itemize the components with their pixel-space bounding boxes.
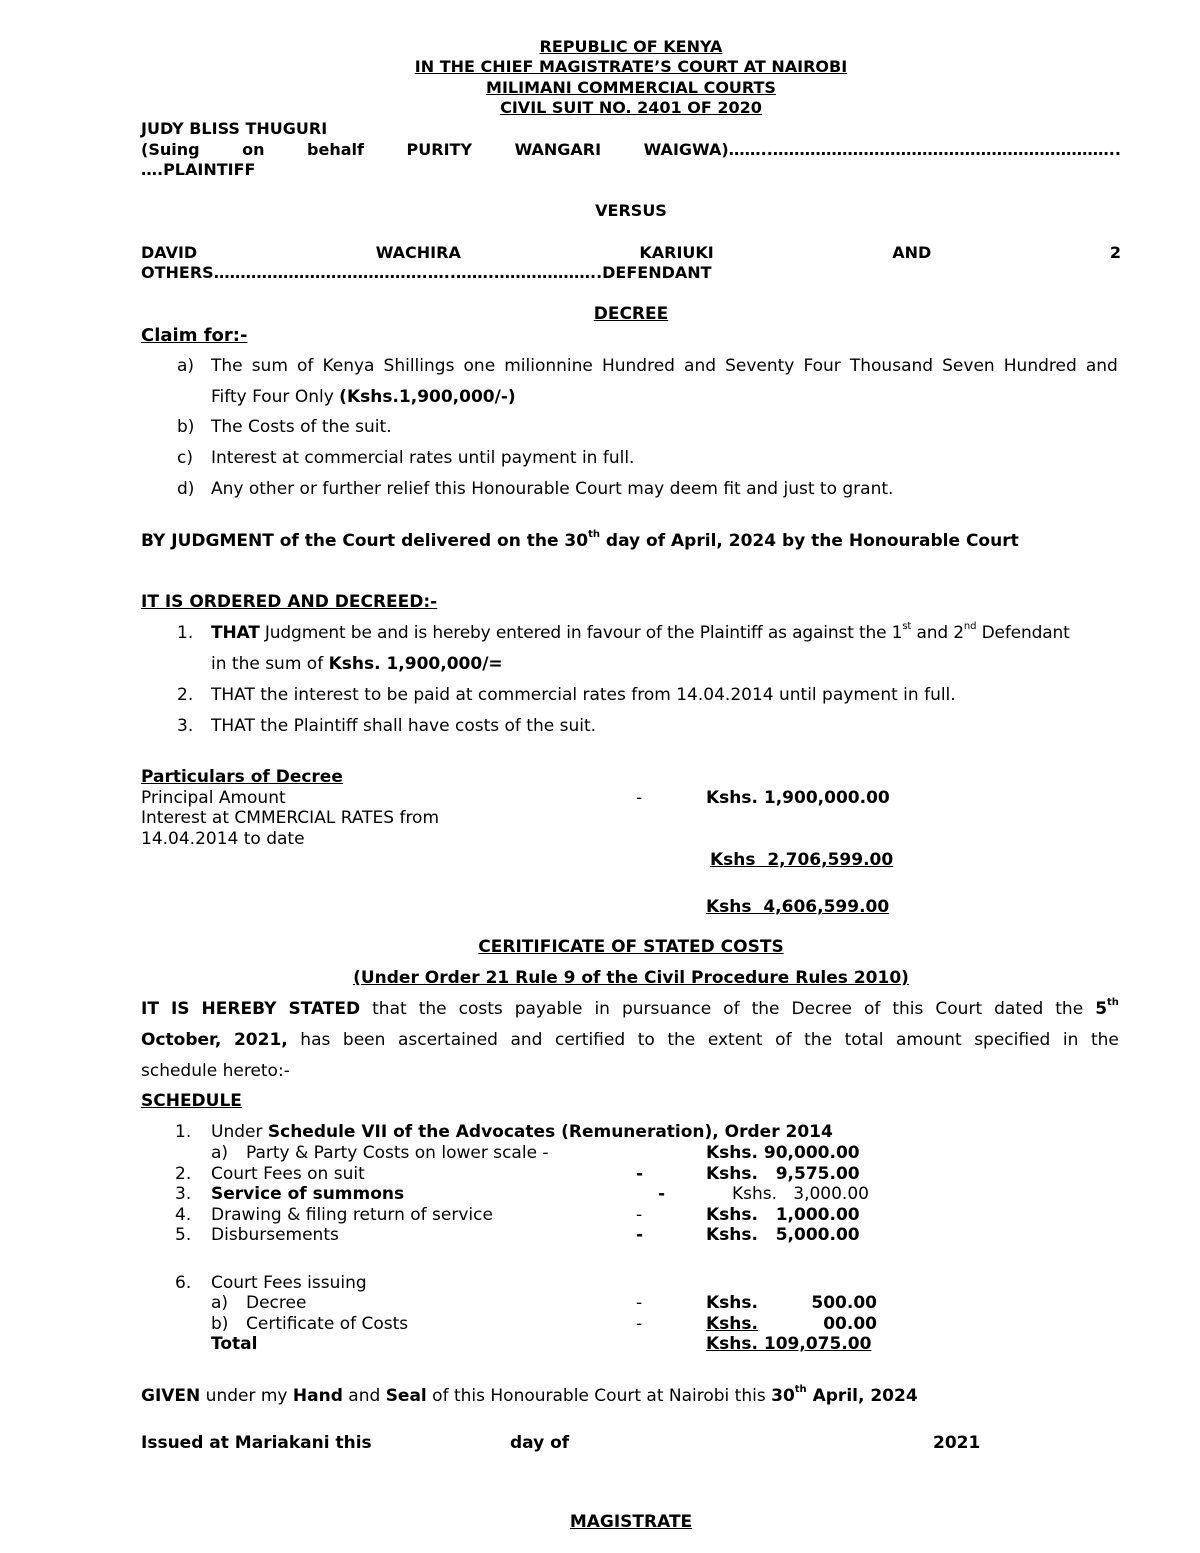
case-number: CIVIL SUIT NO. 2401 OF 2020 [500,98,762,117]
word: in [594,999,610,1019]
schedule-total-label: Total [211,1334,258,1354]
order-item-2: THAT the interest to be paid at commercial rates from 14.04.2014 until payment in full. [211,685,956,705]
word: 2 [1109,243,1121,262]
word: amount [896,1030,962,1050]
schedule-marker-5: 5. [175,1225,192,1245]
given-word: Hand [292,1386,343,1406]
word: The [211,356,243,376]
schedule-party-costs-amount: Kshs. 90,000.00 [706,1143,860,1163]
principal-label: Principal Amount [141,788,286,808]
word-date: 5th [1095,997,1119,1019]
word: the [1090,1030,1119,1050]
dash: - [636,1293,643,1313]
order-item-1-line2 [211,654,503,674]
word: IT [141,999,159,1019]
schedule-summons-amount: Kshs. 3,000.00 [732,1184,869,1204]
word: Kenya [322,356,375,376]
schedule-marker-3: 3. [175,1184,192,1204]
currency: Kshs. [706,1293,758,1313]
schedule-return-label: Drawing & filing return of service [211,1205,493,1225]
ordinal-suffix: th [588,529,600,540]
schedule-marker-4: 4. [175,1205,192,1225]
word: specified [974,1030,1051,1050]
order-item-1-line1 [211,623,1070,643]
word: extent [707,1030,763,1050]
certificate-title: CERITIFICATE OF STATED COSTS [478,937,784,957]
court-header-division: MILIMANI COMMERCIAL COURTS [486,78,776,97]
interest-label-line1: Interest at CMMERCIAL RATES from [141,808,440,828]
word: PURITY [406,140,473,159]
word: pursuance [621,999,712,1019]
word: total [844,1030,884,1050]
given-word: Seal [385,1386,427,1406]
ordinal-suffix: th [794,1384,807,1395]
word: Four [803,356,841,376]
dash: - [636,1205,643,1225]
word: has [300,1030,331,1050]
judgment-amount: Kshs. 1,900,000/= [328,654,503,674]
certificate-paragraph-line3: schedule hereto:- [141,1061,290,1081]
word: the [804,1030,833,1050]
schedule-total-amount: Kshs. 109,075.00 [706,1334,872,1354]
word: one [463,356,496,376]
order-marker-1: 1. [177,623,194,643]
schedule-certificate-amount [706,1314,877,1334]
plaintiff-name: JUDY BLISS THUGURI [141,119,328,138]
order-text: Judgment be and is hereby entered in favour of the Plaintiff as against the 1 [259,623,903,643]
word: of [775,1030,792,1050]
claim-marker-a: a) [177,356,195,376]
certificate-paragraph-line1 [141,999,1119,1019]
word: on [242,140,265,159]
claim-item-c: Interest at commercial rates until payment in full. [211,448,635,468]
order-item-3: THAT the Plaintiff shall have costs of the suit. [211,716,597,736]
defendant-line [141,243,1121,262]
amount-value: 500.00 [811,1293,877,1313]
word: Thousand [849,356,934,376]
word: Seven [942,356,995,376]
word: been [342,1030,386,1050]
word: DAVID [141,243,198,262]
word: HEREBY [201,999,277,1019]
dash: - [636,1164,644,1184]
schedule-marker-6b: b) [211,1314,229,1334]
given-text: of this Honourable Court at Nairobi this [426,1386,772,1406]
word: payable [514,999,583,1019]
schedule-heading: SCHEDULE [141,1091,242,1111]
issued-year: 2021 [933,1433,981,1453]
word: milionnine [504,356,593,376]
schedule-marker-6a: a) [211,1293,229,1313]
given-text: under my [200,1386,293,1406]
word: certified [554,1030,626,1050]
word: Shillings [383,356,455,376]
given-day: 30 [771,1386,795,1406]
schedule-disbursements-label: Disbursements [211,1225,339,1245]
dash: - [636,788,643,808]
word: WAIGWA)……..……………………………………………………….. [643,140,1121,159]
principal-amount: Kshs. 1,900,000.00 [706,788,890,808]
word: IS [170,999,190,1019]
claim-item-a-line1 [211,356,1118,376]
order-that: THAT [211,623,260,643]
claim-item-a-line2 [211,387,516,407]
certificate-paragraph-line2 [141,1030,1119,1050]
magistrate-signature-label: MAGISTRATE [569,1512,693,1532]
interest-label-line2: 14.04.2014 to date [141,829,305,849]
given-text: and [342,1386,386,1406]
word: of [723,999,740,1019]
currency: Kshs. [706,1314,758,1334]
word: 2021, [233,1030,288,1050]
word: Court [935,999,983,1019]
schedule-decree-amount [706,1293,877,1313]
claim-heading: Claim for:- [141,325,248,346]
schedule-marker-2: 2. [175,1164,192,1184]
schedule-decree-label: Decree [246,1293,307,1313]
ordinal-suffix: th [1107,997,1119,1008]
schedule-court-fees-amount: Kshs. 9,575.00 [706,1164,860,1184]
word: the [1055,999,1084,1019]
dash: - [636,1314,643,1334]
decree-total: Kshs 4,606,599.00 [706,897,890,917]
defendant-role: OTHERS………………………………….…..…….………………..DEFENDANT [141,263,712,282]
judgment-text: day of April, 2024 by the Honourable Court [600,531,1019,551]
word: the [667,1030,696,1050]
schedule-marker-1: 1. [175,1122,192,1142]
judgment-statement [141,531,1019,551]
schedule-party-costs-label: Party & Party Costs on lower scale - [246,1143,549,1163]
word: KARIUKI [639,243,714,262]
schedule-marker-6: 6. [175,1273,192,1293]
word: Hundred [601,356,675,376]
schedule-text: Under [211,1122,268,1142]
word: (Suing [141,140,200,159]
word: of [296,356,314,376]
order-marker-2: 2. [177,685,194,705]
word: dated [994,999,1044,1019]
word: Decree [791,999,852,1019]
order-text: and 2 [911,623,964,643]
word: the [751,999,780,1019]
ordinal-suffix: st [902,621,912,632]
interest-amount: Kshs 2,706,599.00 [710,850,894,870]
court-header-republic: REPUBLIC OF KENYA [539,37,723,56]
order-text: in the sum of [211,654,329,674]
order-text: Defendant [976,623,1070,643]
schedule-return-amount: Kshs. 1,000.00 [706,1205,860,1225]
issued-place: Issued at Mariakani this [141,1433,372,1453]
word: and [510,1030,543,1050]
word: AND [892,243,932,262]
word: the [418,999,447,1019]
claim-marker-d: d) [177,479,195,499]
given-word: GIVEN [141,1386,201,1406]
schedule-summons-label: Service of summons [211,1184,405,1204]
word: WANGARI [514,140,602,159]
word: ascertained [397,1030,498,1050]
decree-title: DECREE [593,304,669,324]
claim-item-a-text: Fifty Four Only [211,387,340,407]
amount-value: 00.00 [823,1314,877,1334]
order-marker-3: 3. [177,716,194,736]
word: in [1062,1030,1079,1050]
word: and [684,356,717,376]
word: this [892,999,924,1019]
dash: - [636,1225,644,1245]
word: behalf [307,140,364,159]
versus-label: VERSUS [595,201,667,220]
schedule-certificate-label: Certificate of Costs [246,1314,409,1334]
dash: - [658,1184,666,1204]
certificate-subtitle: (Under Order 21 Rule 9 of the Civil Procedure Rules 2010) [353,968,909,988]
word: October, [141,1030,222,1050]
schedule-basis: Schedule VII of the Advocates (Remuneration), Order 2014 [267,1122,833,1142]
ordinal-suffix: nd [963,621,977,632]
plaintiff-role: ….PLAINTIFF [141,160,256,179]
word: costs [458,999,503,1019]
given-statement [141,1386,918,1406]
claim-item-d: Any other or further relief this Honourable Court may deem fit and just to grant. [211,479,894,499]
schedule-item-1 [211,1122,833,1142]
word: that [372,999,407,1019]
judgment-text: BY JUDGMENT of the Court delivered on the 30 [141,531,589,551]
plaintiff-suing-line [141,140,1121,159]
court-header-court: IN THE CHIEF MAGISTRATE’S COURT AT NAIROBI [414,57,848,76]
schedule-issuing-label: Court Fees issuing [211,1273,367,1293]
claim-amount: (Kshs.1,900,000/-) [339,387,516,407]
word: of [863,999,881,1019]
word: to [637,1030,655,1050]
word: Hundred [1003,356,1077,376]
schedule-marker-1a: a) [211,1143,229,1163]
issued-day: day of [510,1433,570,1453]
given-date: April, 2024 [806,1386,918,1406]
word: Seventy [725,356,795,376]
word: STATED [288,999,361,1019]
word: WACHIRA [375,243,461,262]
word: sum [251,356,288,376]
claim-marker-c: c) [177,448,193,468]
particulars-heading: Particulars of Decree [141,767,343,787]
schedule-disbursements-amount: Kshs. 5,000.00 [706,1225,860,1245]
orders-heading: IT IS ORDERED AND DECREED:- [141,592,438,612]
schedule-court-fees-label: Court Fees on suit [211,1164,365,1184]
word: and [1085,356,1118,376]
claim-marker-b: b) [177,417,195,437]
claim-item-b: The Costs of the suit. [211,417,392,437]
